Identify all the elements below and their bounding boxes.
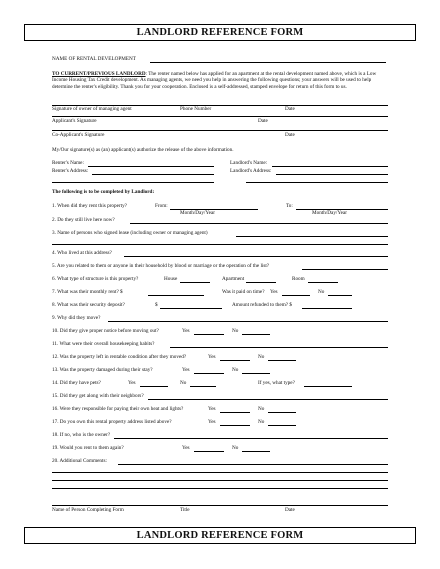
question-11: 11. What were their overall housekeeping habits? <box>52 341 155 347</box>
question-19: 19. Would you rent to them again? <box>52 445 124 451</box>
q12-yes-field[interactable] <box>220 360 250 361</box>
q10-yes-field[interactable] <box>194 334 224 335</box>
phone-number-label: Phone Number <box>180 106 212 112</box>
landlord-name-field[interactable] <box>272 166 388 167</box>
refunded-field[interactable] <box>302 308 352 309</box>
coapplicant-signature-field[interactable] <box>52 130 388 131</box>
renter-address-field-2[interactable] <box>52 182 214 183</box>
question-10: 10. Did they give proper notice before moving out? <box>52 328 159 334</box>
pet-type-field[interactable] <box>304 386 352 387</box>
q13-no-field[interactable] <box>242 373 270 374</box>
q13-yes-field[interactable] <box>194 373 224 374</box>
question-18: 18. If no, who is the owner? <box>52 432 111 438</box>
question-17: 17. Do you own this rental property address listed above? <box>52 419 172 425</box>
answer-2-field[interactable] <box>130 223 388 224</box>
q19-yes-field[interactable] <box>194 451 224 452</box>
monthly-rent-field[interactable] <box>148 295 204 296</box>
answer-15-field[interactable] <box>148 399 388 400</box>
comments-field-3[interactable] <box>52 480 388 481</box>
intro-text: : The renter named below has applied for an apartment at the rental development named above, which is a Low Income Housing Tax Credit development. As managing agents, we need you help in answering the following questions; your answers will be used to help determine the renter's eligibility. Thank you for your cooperation. Enclosed is a self-addressed, stamped envelope for return of this form to us. <box>52 71 377 90</box>
to-label: To: <box>286 203 293 209</box>
apartment-field[interactable] <box>246 282 276 283</box>
q12-no-label: No <box>258 354 265 360</box>
q13-no-label: No <box>232 367 239 373</box>
q19-no-field[interactable] <box>242 451 270 452</box>
q7-yes-field[interactable] <box>282 295 310 296</box>
completer-signature-field[interactable] <box>52 505 388 506</box>
q7-no-field[interactable] <box>328 295 352 296</box>
comments-field-4[interactable] <box>52 488 388 489</box>
renter-address-field[interactable] <box>92 174 214 175</box>
refunded-label: Amount refunded to them? $ <box>232 302 292 308</box>
room-field[interactable] <box>308 282 338 283</box>
owner-signature-label: Signature of owner of managing agent <box>52 106 132 112</box>
question-6: 6. What type of structure is this property? <box>52 276 139 282</box>
q16-no-field[interactable] <box>268 412 296 413</box>
question-13: 13. Was the property damaged during their stay? <box>52 367 153 373</box>
answer-4-field[interactable] <box>124 256 388 257</box>
deposit-dollar: $ <box>155 302 158 308</box>
q14-yes-field[interactable] <box>140 386 168 387</box>
q14-no-label: No <box>180 380 187 386</box>
question-1: 1. When did they rent this property? <box>52 203 127 209</box>
question-5: 5. Are you related to them or anyone in their household by blood or marriage or the operation of the list? <box>52 263 270 269</box>
to-month-year-label: Month/Day/Year <box>312 210 347 216</box>
landlord-name-label: Landlord's Name: <box>230 160 268 166</box>
q14-yes-label: Yes <box>128 380 136 386</box>
q19-yes-label: Yes <box>182 445 190 451</box>
authorization-text: My/Our signature(s) as (an) applicant(s) authorize the release of the above information. <box>52 147 234 153</box>
answer-3-field[interactable] <box>236 236 388 237</box>
coapplicant-signature-label: Co-Applicant's Signature <box>52 132 105 138</box>
q7-yes-label: Yes <box>270 289 278 295</box>
q17-no-label: No <box>258 419 265 425</box>
q16-no-label: No <box>258 406 265 412</box>
question-14: 14. Did they have pets? <box>52 380 101 386</box>
renter-name-field[interactable] <box>88 166 214 167</box>
q17-yes-label: Yes <box>208 419 216 425</box>
completer-title-label: Title <box>180 507 190 513</box>
question-9: 9. Why did they move? <box>52 315 101 321</box>
from-label: From: <box>155 203 168 209</box>
footer-form-title: LANDLORD REFERENCE FORM <box>24 527 416 544</box>
q10-no-label: No <box>232 328 239 334</box>
renter-name-label: Renter's Name: <box>52 160 84 166</box>
question-7: 7. What was their monthly rent? $ <box>52 289 123 295</box>
question-2: 2. Do they still live here now? <box>52 217 115 223</box>
comments-field-2[interactable] <box>52 472 388 473</box>
security-deposit-field[interactable] <box>160 308 222 309</box>
q16-yes-field[interactable] <box>220 412 250 413</box>
applicant-signature-field[interactable] <box>52 116 388 117</box>
q14-no-field[interactable] <box>190 386 216 387</box>
question-3: 3. Name of persons who signed lease (including owner or managing agent) <box>52 230 208 236</box>
q19-no-label: No <box>232 445 239 451</box>
landlord-address-label: Landlord's Address: <box>230 168 272 174</box>
question-20: 20. Additional Comments: <box>52 458 107 464</box>
date-label-1: Date <box>285 106 295 112</box>
paid-on-time-label: Was it paid on time? <box>222 289 265 295</box>
answer-9-field[interactable] <box>108 321 388 322</box>
house-field[interactable] <box>180 282 210 283</box>
house-label: House <box>164 276 178 282</box>
comments-field-1[interactable] <box>118 464 388 465</box>
completer-name-label: Name of Person Completing Form <box>52 507 124 513</box>
pet-type-label: If yes, what type? <box>258 380 295 386</box>
q17-no-field[interactable] <box>268 425 296 426</box>
renter-address-label: Renter's Address: <box>52 168 89 174</box>
rental-development-field[interactable] <box>150 62 386 63</box>
landlord-address-field[interactable] <box>276 174 388 175</box>
completer-date-label: Date <box>285 507 295 513</box>
question-4: 4. Who lived at this address? <box>52 250 112 256</box>
landlord-address-field-2[interactable] <box>246 182 388 183</box>
q17-yes-field[interactable] <box>220 425 250 426</box>
form-title: LANDLORD REFERENCE FORM <box>24 24 416 41</box>
q7-no-label: No <box>318 289 325 295</box>
room-label: Room <box>292 276 305 282</box>
q12-yes-label: Yes <box>208 354 216 360</box>
question-12: 12. Was the property left in rentable condition after they moved? <box>52 354 187 360</box>
date-label-3: Date <box>285 132 295 138</box>
q10-no-field[interactable] <box>242 334 270 335</box>
rental-development-label: NAME OF RENTAL DEVELOPMENT <box>52 56 136 62</box>
q10-yes-label: Yes <box>182 328 190 334</box>
answer-3-field-2[interactable] <box>52 244 388 245</box>
answer-18-field[interactable] <box>114 438 388 439</box>
question-15: 15. Did they get along with their neighbors? <box>52 393 144 399</box>
answer-11-field[interactable] <box>170 347 388 348</box>
intro-paragraph <box>52 71 392 90</box>
apartment-label: Apartment <box>222 276 245 282</box>
to-landlord-label: TO CURRENT/PREVIOUS LANDLORD <box>52 71 146 77</box>
question-16: 16. Were they responsible for paying their own heat and lights? <box>52 406 184 412</box>
applicant-signature-label: Applicant's Signature <box>52 118 97 124</box>
answer-5-field[interactable] <box>302 269 388 270</box>
landlord-section-heading: The following is to be completed by Landlord: <box>52 189 155 195</box>
date-label-2: Date <box>258 118 268 124</box>
q16-yes-label: Yes <box>208 406 216 412</box>
question-8: 8. What was their security deposit? <box>52 302 125 308</box>
from-month-year-label: Month/Day/Year <box>180 210 215 216</box>
q12-no-field[interactable] <box>268 360 296 361</box>
q13-yes-label: Yes <box>182 367 190 373</box>
